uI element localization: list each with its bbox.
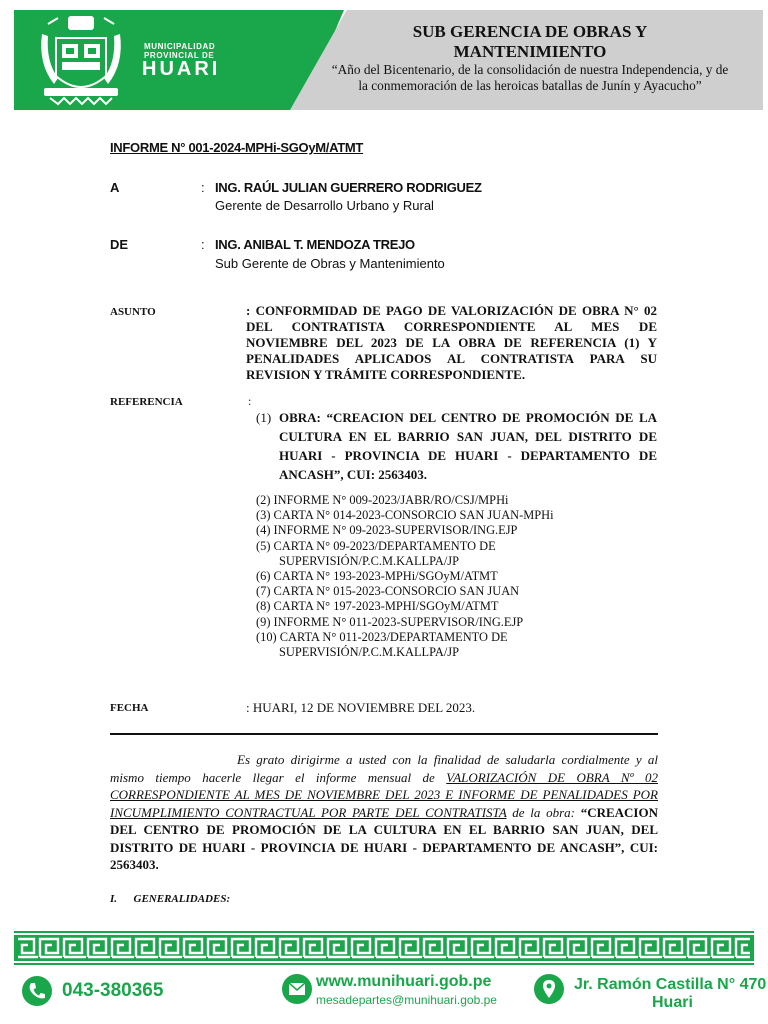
footer-phone: 043-380365 xyxy=(62,980,164,1001)
reference-item: (2) INFORME N° 009-2023/JABR/RO/CSJ/MPHi xyxy=(256,493,509,507)
footer-address-line2: Huari xyxy=(652,994,693,1011)
reference-item: (8) CARTA N° 197-2023-MPHI/SGOyM/ATMT xyxy=(256,599,499,614)
reference-item-continuation: SUPERVISIÓN/P.C.M.KALLPA/JP xyxy=(279,553,459,568)
reference-item: (9) INFORME N° 011-2023-SUPERVISOR/ING.EJP xyxy=(256,614,524,629)
muni-label-line2: PROVINCIAL DE xyxy=(144,51,215,60)
reference-1-obra: OBRA: “CREACION DEL CENTRO DE PROMOCIÓN DE LA CULTURA EN EL BARRIO SAN JUAN, DEL DISTRITO DE HUARI - PROVINCIA DE HUARI - DEPARTAMENTO DE ANCASH”, CUI: 2563403. xyxy=(279,410,657,482)
location-pin-icon xyxy=(534,974,564,1004)
body-intro: Es grato dirigirme a usted con la finalidad de saludarla cordialmente y al mismo tiempo hacerle llegar el informe mensual de xyxy=(110,752,658,785)
phone-icon xyxy=(22,976,52,1006)
to-name: ING. RAÚL JULIAN GUERRERO RODRIGUEZ xyxy=(215,180,482,195)
from-name: ING. ANIBAL T. MENDOZA TREJO xyxy=(215,237,415,252)
referencia-label: REFERENCIA xyxy=(110,396,183,408)
informe-number: INFORME N° 001-2024-MPHi-SGOyM/ATMT xyxy=(110,140,364,155)
section-heading: I. GENERALIDADES: xyxy=(110,893,231,905)
footer-website[interactable]: www.munihuari.gob.pe xyxy=(316,973,492,990)
municipal-shield-logo xyxy=(38,14,124,106)
reference-1-number: (1) xyxy=(256,410,272,425)
reference-item: (7) CARTA N° 015-2023-CONSORCIO SAN JUAN xyxy=(256,584,520,599)
reference-item-continuation: SUPERVISIÓN/P.C.M.KALLPA/JP xyxy=(279,645,459,660)
reference-item: (6) CARTA N° 193-2023-MPHi/SGOyM/ATMT xyxy=(256,569,498,584)
muni-name: HUARI xyxy=(142,58,221,80)
footer-address-line1: Jr. Ramón Castilla N° 470 xyxy=(574,976,767,993)
from-colon: : xyxy=(201,237,205,252)
to-label: A xyxy=(110,180,120,195)
body-underlined: VALORIZACIÓN DE OBRA Nº 02 CORRESPONDIENTE AL MES DE NOVIEMBRE DEL 2023 E INFORME DE PENALIDADES POR INCUMPLIMIENTO CONTRACTUAL POR PARTE DEL CONTRATISTA xyxy=(110,769,658,820)
body-paragraph xyxy=(110,751,658,874)
to-colon: : xyxy=(201,180,205,195)
reference-item: (4) INFORME N° 09-2023-SUPERVISOR/ING.EJP xyxy=(256,523,518,538)
year-motto: “Año del Bicentenario, de la consolidación de nuestra Independencia, y de la conmemoración de las heroicas batallas de Junín y Ayacucho” xyxy=(331,62,729,93)
referencia-colon: : xyxy=(248,394,252,408)
greek-key-pattern xyxy=(14,931,754,965)
fecha-text: : HUARI, 12 DE NOVIEMBRE DEL 2023. xyxy=(246,700,476,715)
reference-item: (10) CARTA N° 011-2023/DEPARTAMENTO DE xyxy=(256,629,508,644)
asunto-text: : CONFORMIDAD DE PAGO DE VALORIZACIÓN DE OBRA N° 02 DEL CONTRATISTA CORRESPONDIENTE AL MES DE NOVIEMBRE DEL 2023 DE LA OBRA DE REFERENCIA (1) Y PENALIDADES APLICADOS AL CONTRATISTA PARA SU REVISION Y TRÁMITE CORRESPONDIENTE. xyxy=(246,303,657,382)
footer-greek-band xyxy=(14,931,754,965)
footer-email[interactable]: mesadepartes@munihuari.gob.pe xyxy=(316,993,497,1007)
mail-icon xyxy=(282,974,312,1004)
body-middle: de la obra: xyxy=(506,804,581,820)
asunto-label: ASUNTO xyxy=(110,306,156,318)
divider-line xyxy=(110,733,658,735)
body-obra-title: “CREACION DEL CENTRO DE PROMOCIÓN DE LA CULTURA EN EL BARRIO SAN JUAN, DEL DISTRITO DE HUARI - PROVINCIA DE HUARI - DEPARTAMENTO DE ANCASH”, CUI: 2563403. xyxy=(110,804,658,872)
reference-item: (5) CARTA N° 09-2023/DEPARTAMENTO DE xyxy=(256,538,496,553)
reference-item: (3) CARTA N° 014-2023-CONSORCIO SAN JUAN-MPHi xyxy=(256,508,554,523)
from-label: DE xyxy=(110,237,129,252)
to-role: Gerente de Desarrollo Urbano y Rural xyxy=(215,198,434,213)
from-role: Sub Gerente de Obras y Mantenimiento xyxy=(215,256,445,271)
reference-list xyxy=(256,493,576,660)
office-title: SUB GERENCIA DE OBRAS Y MANTENIMIENTO xyxy=(412,22,648,61)
muni-label-line1: MUNICIPALIDAD xyxy=(144,42,216,51)
fecha-label: FECHA xyxy=(110,702,149,714)
